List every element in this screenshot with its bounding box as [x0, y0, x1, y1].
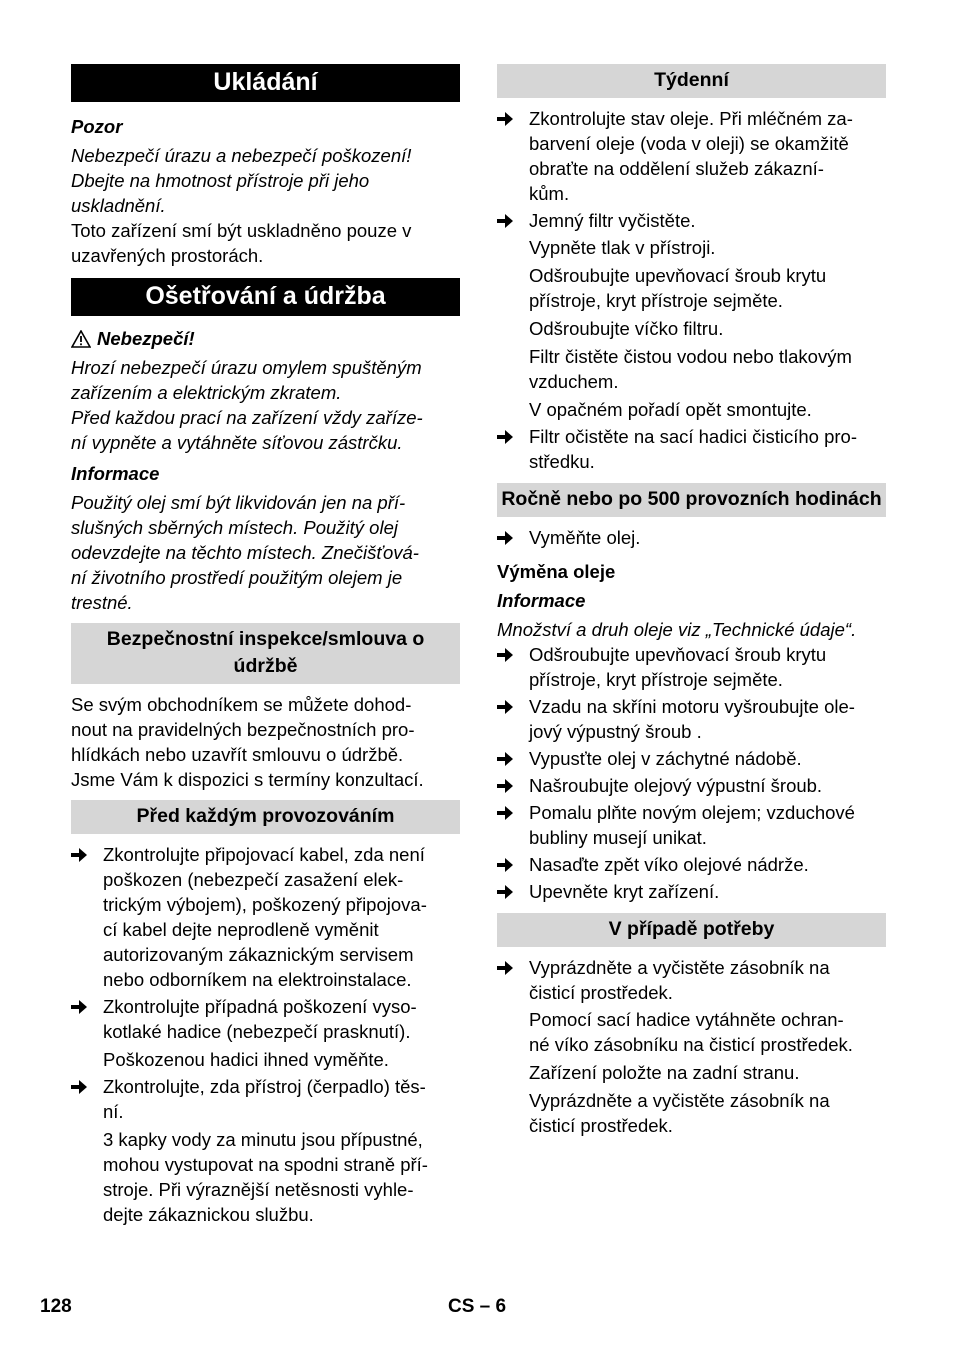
inspection-body: Se svým obchodníkem se můžete dohod- nout na pravidelných bezpečnostních pro- hlídkách nebo uzavřít smlouvu o údržbě. Jsme Vám k dispozici s termíny konzultací. [71, 694, 424, 790]
arrow-right-icon [497, 700, 513, 714]
section-title-inspection: Bezpečnostní inspekce/smlouva o údržbě [71, 623, 460, 684]
oil-change-steps [497, 642, 886, 904]
arrow-right-icon [497, 858, 513, 872]
list-item: Našroubujte olejový výpustní šroub. [497, 773, 886, 798]
list-item: Vyprázdněte a vyčistěte zásobník na čisticí prostředek. [497, 955, 886, 1005]
sub-text: Pomocí sací hadice vytáhněte ochran- né víko zásobníku na čisticí prostředek. [529, 1009, 853, 1055]
caution-label: Pozor [71, 116, 123, 137]
sub-text: Filtr čistěte čistou vodou nebo tlakovým vzduchem. [529, 346, 852, 392]
arrow-right-icon [497, 430, 513, 444]
language-page-label: CS – 6 [448, 1296, 507, 1317]
sub-text: 3 kapky vody za minutu jsou přípustné, mohou vystupovat na spodni straně pří- stroje. Při výraznější netěsnosti vyhle- dejte zákaznickou službu. [103, 1129, 428, 1225]
arrow-right-icon [497, 112, 513, 126]
sub-text: Zařízení položte na zadní stranu. [529, 1062, 800, 1083]
info-text: Použitý olej smí být likvidován jen na pří- slušných sběrných místech. Použitý olej odevzdejte na těchto místech. Znečišťová- ní životního prostředí použitým olejem je trestné. [71, 492, 419, 613]
left-column [71, 64, 460, 1227]
list-item: Upevněte kryt zařízení. [497, 879, 886, 904]
list-item: Vyměňte olej. [497, 525, 886, 550]
list-item: Jemný filtr vyčistěte. [497, 208, 886, 233]
arrow-right-icon [71, 848, 87, 862]
list-item: Odšroubujte upevňovací šroub krytu přístroje, kryt přístroje sejměte. [497, 642, 886, 692]
arrow-right-icon [71, 1080, 87, 1094]
list-item: Zkontrolujte stav oleje. Při mléčném za- barvení oleje (voda v oleji) se okamžitě obraťte na oddělení služeb zákazní- kům. [497, 106, 886, 206]
sub-text: V opačném pořadí opět smontujte. [529, 399, 812, 420]
arrow-right-icon [497, 885, 513, 899]
list-item: Filtr očistěte na sací hadici čisticího pro- středku. [497, 424, 886, 474]
sub-text: Vyprázdněte a vyčistěte zásobník na čisticí prostředek. [529, 1090, 830, 1136]
arrow-right-icon [497, 806, 513, 820]
list-item: Vzadu na skříni motoru vyšroubujte ole- jový výpustný šroub . [497, 694, 886, 744]
list-item: Pomalu plňte novým olejem; vzduchové bubliny musejí unikat. [497, 800, 886, 850]
sub-text: Poškozenou hadici ihned vyměňte. [103, 1049, 389, 1070]
arrow-right-icon [497, 648, 513, 662]
sub-text: Odšroubujte víčko filtru. [529, 318, 724, 339]
right-column [497, 64, 886, 1138]
info-text: Množství a druh oleje viz „Technické údaje“. [497, 619, 857, 640]
info-label: Informace [497, 590, 586, 611]
list-item: Zkontrolujte případná poškození vyso- kotlaké hadice (nebezpečí prasknutí). [71, 994, 460, 1044]
info-label: Informace [71, 463, 160, 484]
list-item: Vypusťte olej v záchytné nádobě. [497, 746, 886, 771]
section-title-weekly: Týdenní [497, 64, 886, 98]
arrow-right-icon [71, 1000, 87, 1014]
sub-text: Odšroubujte upevňovací šroub krytu přístroje, kryt přístroje sejměte. [529, 265, 827, 311]
arrow-right-icon [497, 961, 513, 975]
danger-heading [71, 326, 460, 351]
danger-label: Nebezpečí! [97, 328, 195, 349]
warning-triangle-icon [71, 330, 91, 348]
section-title-maintenance: Ošetřování a údržba [71, 278, 460, 316]
arrow-right-icon [497, 214, 513, 228]
list-item: Zkontrolujte připojovací kabel, zda není poškozen (nebezpečí zasažení elek- trickým výbojem), poškozený připojova- cí kabel dejte neprodleně vyměnit autorizovaným zákaznickým servisem nebo odborníkem na elektroinstalace. [71, 842, 460, 992]
caution-text: Nebezpečí úrazu a nebezpečí poškození! Dbejte na hmotnost přístroje při jeho uskladnění. [71, 145, 412, 216]
danger-text: Hrozí nebezpečí úrazu omylem spuštěným zařízením a elektrickým zkratem. Před každou prací na zařízení vždy zaříze- ní vypněte a vytáhněte síťovou zástrčku. [71, 357, 423, 453]
arrow-right-icon [497, 531, 513, 545]
list-item: Nasaďte zpět víko olejové nádrže. [497, 852, 886, 877]
arrow-right-icon [497, 752, 513, 766]
sub-text: Vypněte tlak v přístroji. [529, 237, 716, 258]
section-title-before-operation: Před každým provozováním [71, 800, 460, 834]
oil-change-title: Výměna oleje [497, 561, 616, 582]
section-title-storage: Ukládání [71, 64, 460, 102]
section-title-as-needed: V případě potřeby [497, 913, 886, 947]
page-number: 128 [40, 1296, 72, 1317]
storage-body: Toto zařízení smí být uskladněno pouze v uzavřených prostorách. [71, 220, 412, 266]
section-title-yearly: Ročně nebo po 500 provozních hodinách [497, 483, 886, 517]
list-item: Zkontrolujte, zda přístroj (čerpadlo) těs- ní. [71, 1074, 460, 1124]
arrow-right-icon [497, 779, 513, 793]
